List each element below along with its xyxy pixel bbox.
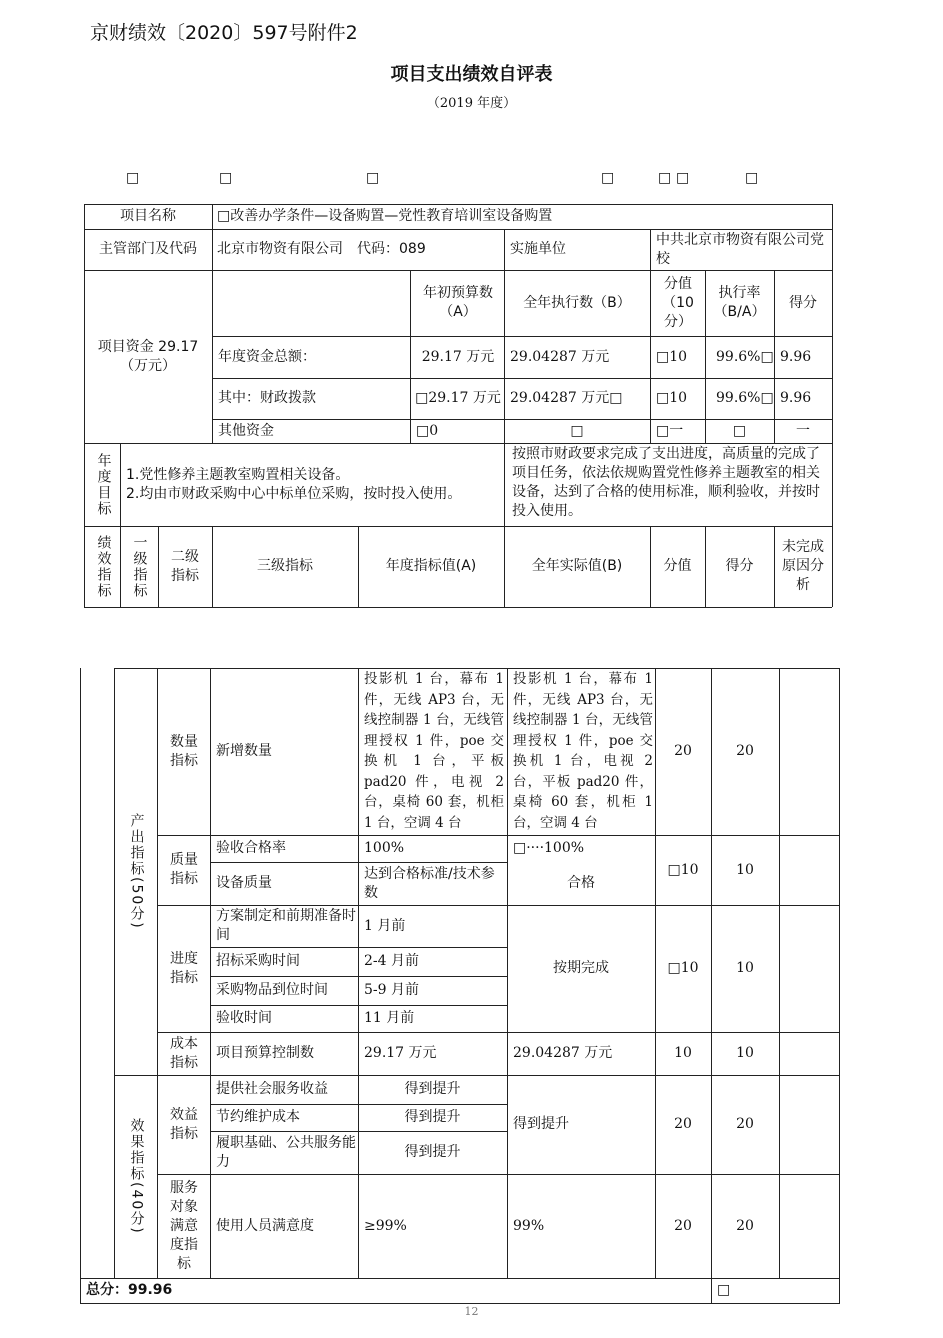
project-name-label: 项目名称 [120, 208, 176, 224]
progress-score-value: □10 [667, 960, 699, 976]
dept-value [217, 229, 507, 270]
benefit-target: 得到提升 [404, 1109, 461, 1125]
progress-indicator-label: 进度指标 [170, 950, 198, 986]
year-subtitle: （2019 年度） [426, 96, 517, 111]
fund-row-rate: 99.6%□ [716, 348, 774, 365]
col-header-rate: 执行率（B/A） [713, 285, 766, 320]
quality-score: 10 [736, 861, 754, 878]
qty-score: 20 [736, 743, 754, 759]
fund-row-label: 其中：财政拨款 [218, 390, 316, 406]
benefit-item: 履职基础、公共服务能力 [216, 1134, 356, 1170]
progress-target: 1 月前 [364, 917, 406, 934]
checkbox[interactable]: □ [366, 170, 380, 186]
total-score: 总分：99.96 [86, 1282, 173, 1298]
progress-item: 方案制定和前期准备时间 [216, 908, 356, 943]
fund-row-b: 29.04287 万元□ [510, 390, 623, 406]
fund-row-score: 9.96 [780, 348, 812, 365]
benefit-indicator-label: 效益指标 [170, 1106, 198, 1142]
cost-actual: 29.04287 万元 [513, 1045, 613, 1061]
cost-score-value: 10 [674, 1045, 692, 1061]
benefit-score-value: 20 [674, 1116, 692, 1132]
satisfaction-indicator-label: 服务对象满意度指标 [170, 1179, 198, 1272]
effect-indicator-label: 效果指标(40分) [128, 1118, 145, 1235]
cost-item: 项目预算控制数 [216, 1045, 314, 1061]
benefit-item: 节约维护成本 [216, 1109, 300, 1125]
fund-row-a: □29.17 万元 [415, 390, 501, 406]
checkbox[interactable]: □ [219, 170, 233, 186]
qty-score-value: 20 [674, 743, 692, 759]
fund-row-score-value: □一 [656, 422, 684, 439]
benefit-actual: 得到提升 [513, 1116, 569, 1132]
qty-actual: 投影机 1 台，幕布 1 件，无线 AP3 台，无线控制器 1 台，无线管理授权 1 件，poe 交换机 1 台，电视 2 台，平板 pad20 件，桌椅 60 套，机柜 1 台，空调 4 台 [513, 671, 653, 831]
fund-label: 项目资金 29.17（万元） [97, 338, 199, 374]
fund-row-score-value: □10 [656, 390, 688, 406]
checkbox[interactable]: □ [676, 170, 690, 186]
satisfaction-score: 20 [736, 1217, 754, 1234]
fund-row-label: 其他资金 [218, 422, 274, 439]
doc-ref: 京财绩效〔2020〕597号附件2 [90, 22, 358, 44]
goal-left: 1.党性修养主题教室购置相关设备。 2.均由市财政采购中心中标单位采购，按时投入使用。 [126, 466, 462, 502]
fund-row-b: 29.04287 万元 [510, 348, 610, 365]
quality-indicator-label: 质量指标 [170, 852, 198, 887]
checkbox[interactable]: □ [126, 170, 140, 186]
progress-item: 验收时间 [216, 1010, 272, 1026]
cost-target: 29.17 万元 [364, 1045, 437, 1061]
quality-item: 设备质量 [216, 875, 272, 891]
col-header-budget: 年初预算数（A） [423, 285, 493, 320]
qty-target: 投影机 1 台，幕布 1 件，无线 AP3 台，无线控制器 1 台，无线管理授权 1 件，poe 交换机 1 台，平板 pad20 件，电视 2 台，桌椅 60 套，机柜 1 台，空调 4 台 [364, 671, 504, 831]
perf-header-actual: 全年实际值(B) [531, 558, 623, 574]
fund-row-a: □0 [416, 422, 439, 439]
total-checkbox[interactable]: □ [717, 1282, 731, 1298]
progress-score: 10 [736, 960, 754, 976]
fund-row-label: 年度资金总额： [218, 348, 316, 365]
quality-score-value: □10 [667, 861, 699, 878]
perf-header-level1: 一级指标 [131, 534, 148, 599]
quality-item: 验收合格率 [216, 840, 286, 856]
satisfaction-actual: 99% [513, 1217, 545, 1234]
qty-indicator-label: 数量指标 [170, 733, 198, 769]
dept-code: 代码：089 [357, 241, 426, 257]
checkbox[interactable]: □ [601, 170, 615, 186]
satisfaction-target: ≥99% [364, 1217, 407, 1234]
benefit-target: 得到提升 [404, 1081, 461, 1097]
fund-row-a: 29.17 万元 [421, 348, 495, 365]
perf-header-score: 得分 [725, 558, 754, 574]
checkbox[interactable]: □ [658, 170, 672, 186]
perf-label: 绩效指标 [95, 534, 112, 599]
dept-label: 主管部门及代码 [99, 241, 197, 257]
impl-value: 中共北京市物资有限公司党校 [656, 231, 824, 267]
progress-target: 5-9 月前 [364, 982, 419, 998]
fund-row-rate: □ [732, 422, 747, 439]
benefit-item: 提供社会服务收益 [216, 1081, 328, 1097]
perf-header-reason: 未完成原因分析 [782, 539, 824, 593]
col-header-executed: 全年执行数（B） [523, 294, 631, 311]
goal-label: 年度目标 [95, 452, 112, 517]
cost-indicator-label: 成本指标 [170, 1035, 198, 1071]
page-number: 12 [464, 1305, 479, 1318]
progress-item: 招标采购时间 [216, 953, 300, 969]
progress-actual: 按期完成 [553, 960, 609, 976]
fund-row-score: 9.96 [780, 390, 812, 406]
output-indicator-label: 产出指标(50分) [128, 813, 145, 930]
progress-target: 2-4 月前 [364, 953, 419, 969]
perf-header-level2: 二级指标 [171, 548, 199, 584]
perf-header-annual-target: 年度指标值(A) [385, 558, 477, 574]
perf-header-level3: 三级指标 [257, 558, 313, 574]
project-name-value: □改善办学条件—设备购置—党性教育培训室设备购置 [217, 208, 553, 224]
dept-name: 北京市物资有限公司 [217, 241, 343, 257]
satisfaction-score-value: 20 [674, 1217, 692, 1234]
benefit-target: 得到提升 [404, 1144, 461, 1160]
quality-target: 100% [364, 840, 405, 856]
col-header-score: 得分 [789, 294, 817, 311]
fund-row-b: □ [570, 422, 584, 439]
col-header-score-value: 分值（10分） [662, 275, 694, 330]
benefit-score: 20 [736, 1116, 754, 1132]
fund-row-rate: 99.6%□ [716, 390, 774, 406]
fund-row-score-value: □10 [656, 348, 688, 365]
checkbox[interactable]: □ [745, 170, 759, 186]
progress-target: 11 月前 [364, 1010, 415, 1026]
checkbox-row [0, 170, 943, 190]
perf-header-score-value: 分值 [663, 558, 692, 574]
cost-score: 10 [736, 1045, 754, 1061]
progress-item: 采购物品到位时间 [216, 982, 328, 998]
qty-item: 新增数量 [216, 743, 272, 759]
page-title: 项目支出绩效自评表 [390, 64, 553, 85]
quality-actual: 合格 [567, 875, 595, 891]
impl-label: 实施单位 [510, 241, 566, 257]
quality-actual: □····100% [513, 840, 585, 856]
satisfaction-item: 使用人员满意度 [216, 1217, 314, 1234]
quality-target: 达到合格标准/技术参数 [364, 865, 495, 901]
goal-right: 按照市财政要求完成了支出进度，高质量的完成了项目任务，依法依规购置党性修养主题教室的相关设备，达到了合格的使用标准，顺利验收，并按时投入使用。 [512, 446, 820, 519]
fund-row-score: 一 [796, 422, 810, 439]
